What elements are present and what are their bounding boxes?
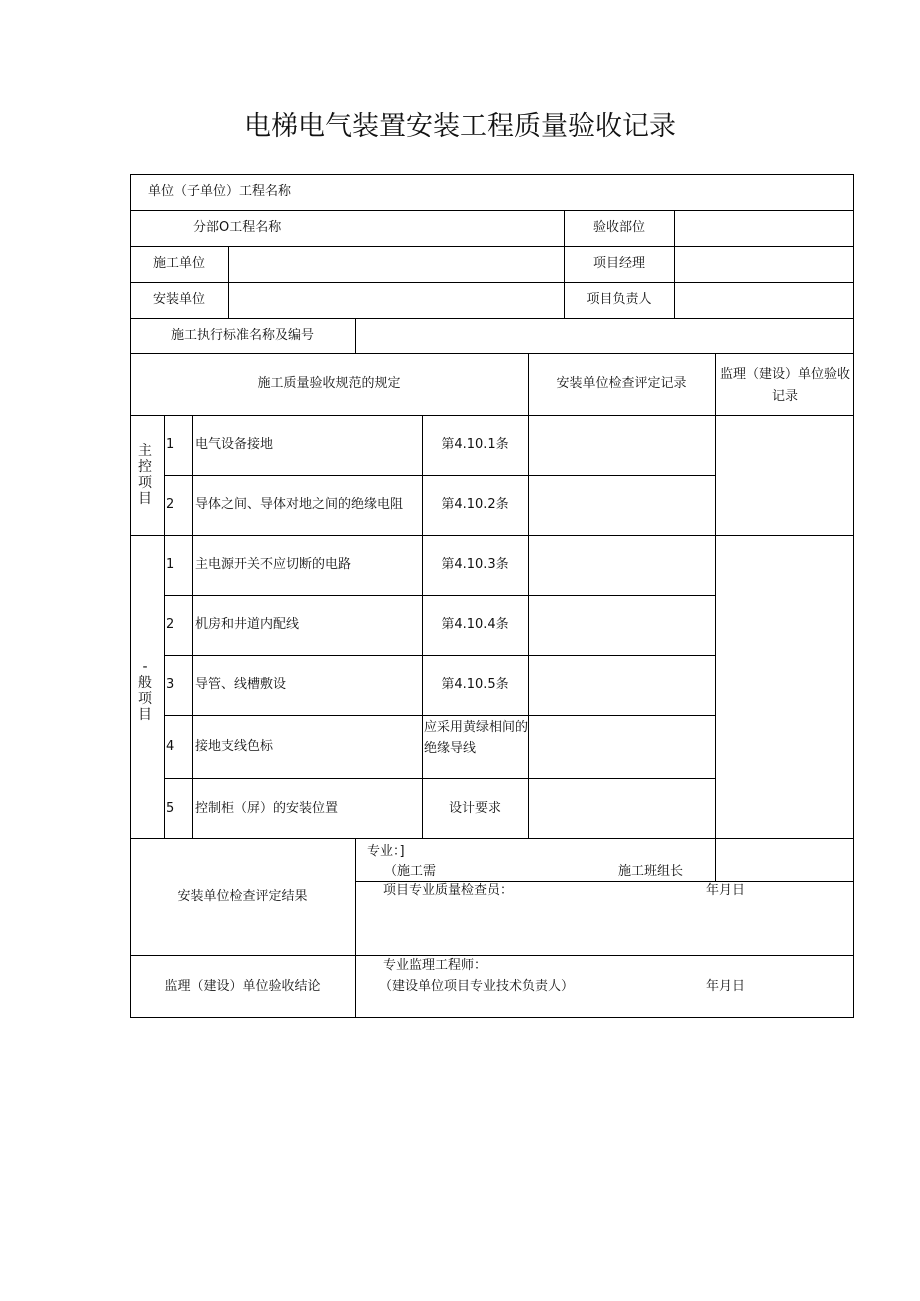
general-item-clause: 第4.10.3条 — [441, 557, 509, 572]
main-items-group-label: 主控项目 — [138, 443, 152, 507]
install-result-label: 安装单位检查评定结果 — [177, 889, 308, 904]
table-rule — [130, 246, 854, 247]
table-rule — [355, 318, 356, 353]
table-rule — [130, 210, 854, 211]
table-rule — [164, 715, 715, 716]
unit-project-name-label: 单位（子单位）工程名称 — [148, 184, 292, 199]
general-item-name: 主电源开关不应切断的电路 — [195, 557, 352, 572]
table-rule — [355, 838, 356, 1018]
general-item-no: 4 — [166, 739, 175, 754]
main-item-name: 电气设备接地 — [195, 437, 274, 452]
general-item-no: 1 — [166, 557, 175, 572]
table-rule — [130, 415, 854, 416]
table-rule — [528, 353, 529, 838]
install-check-column-header: 安装单位检查评定记录 — [556, 376, 687, 391]
main-item-name: 导体之间、导体对地之间的绝缘电阻 — [195, 497, 404, 512]
general-item-name: 机房和井道内配线 — [195, 617, 300, 632]
table-rule — [130, 838, 854, 839]
table-rule — [164, 595, 715, 596]
general-item-name: 接地支线色标 — [195, 739, 274, 754]
general-item-no: 2 — [166, 617, 175, 632]
general-item-no: 3 — [166, 677, 175, 692]
general-item-name: 控制柜（屏）的安装位置 — [195, 801, 339, 816]
project-leader-label: 项目负责人 — [586, 292, 652, 307]
spec-column-header: 施工质量验收规范的规定 — [257, 376, 401, 391]
table-rule — [674, 210, 675, 318]
general-items-group-label: -般项目 — [138, 659, 152, 723]
construction-unit-label: 施工单位 — [152, 256, 205, 271]
table-rule — [130, 318, 854, 319]
document-title: 电梯电气装置安装工程质量验收记录 — [244, 111, 676, 142]
supervision-result-label: 监理（建设）单位验收结论 — [164, 979, 321, 994]
main-item-no: 1 — [166, 437, 175, 452]
table-rule — [715, 838, 716, 881]
main-item-clause: 第4.10.2条 — [441, 497, 509, 512]
general-item-clause: 第4.10.5条 — [441, 677, 509, 692]
main-item-clause: 第4.10.1条 — [441, 437, 509, 452]
table-rule — [164, 415, 165, 838]
general-item-clause: 第4.10.4条 — [441, 617, 509, 632]
main-item-no: 2 — [166, 497, 175, 512]
table-rule — [130, 955, 854, 956]
table-rule — [164, 475, 715, 476]
general-item-clause: 设计要求 — [448, 801, 501, 816]
team-leader-label: 施工班组长 — [618, 864, 684, 879]
install-result-date: 年月日 — [706, 883, 746, 898]
table-rule — [130, 353, 854, 354]
general-item-name: 导管、线槽敷设 — [195, 677, 287, 692]
supervision-check-column-header: 监理（建设）单位验收记录 — [720, 367, 851, 404]
owner-representative-label: （建设单位项目专业技术负责人） — [379, 979, 575, 994]
table-rule — [228, 246, 229, 318]
table-rule — [192, 415, 193, 838]
table-rule — [715, 353, 716, 838]
general-item-no: 5 — [166, 801, 175, 816]
supervision-result-date: 年月日 — [706, 979, 746, 994]
construction-label: （施工需 — [384, 864, 437, 879]
subdivision-project-name-label: 分部O工程名称 — [193, 220, 282, 235]
table-rule — [164, 778, 715, 779]
acceptance-part-label: 验收部位 — [592, 220, 645, 235]
standard-name-label: 施工执行标准名称及编号 — [170, 328, 314, 343]
table-rule — [164, 655, 715, 656]
table-rule — [130, 282, 854, 283]
installation-unit-label: 安装单位 — [152, 292, 205, 307]
specialty-label: 专业：] — [367, 844, 405, 859]
table-rule — [130, 535, 854, 536]
project-manager-label: 项目经理 — [592, 256, 645, 271]
general-item-clause: 应采用黄绿相间的绝缘导线 — [424, 720, 529, 756]
supervision-engineer-label: 专业监理工程师： — [383, 958, 488, 973]
quality-inspector-label: 项目专业质量检查员： — [383, 883, 514, 898]
